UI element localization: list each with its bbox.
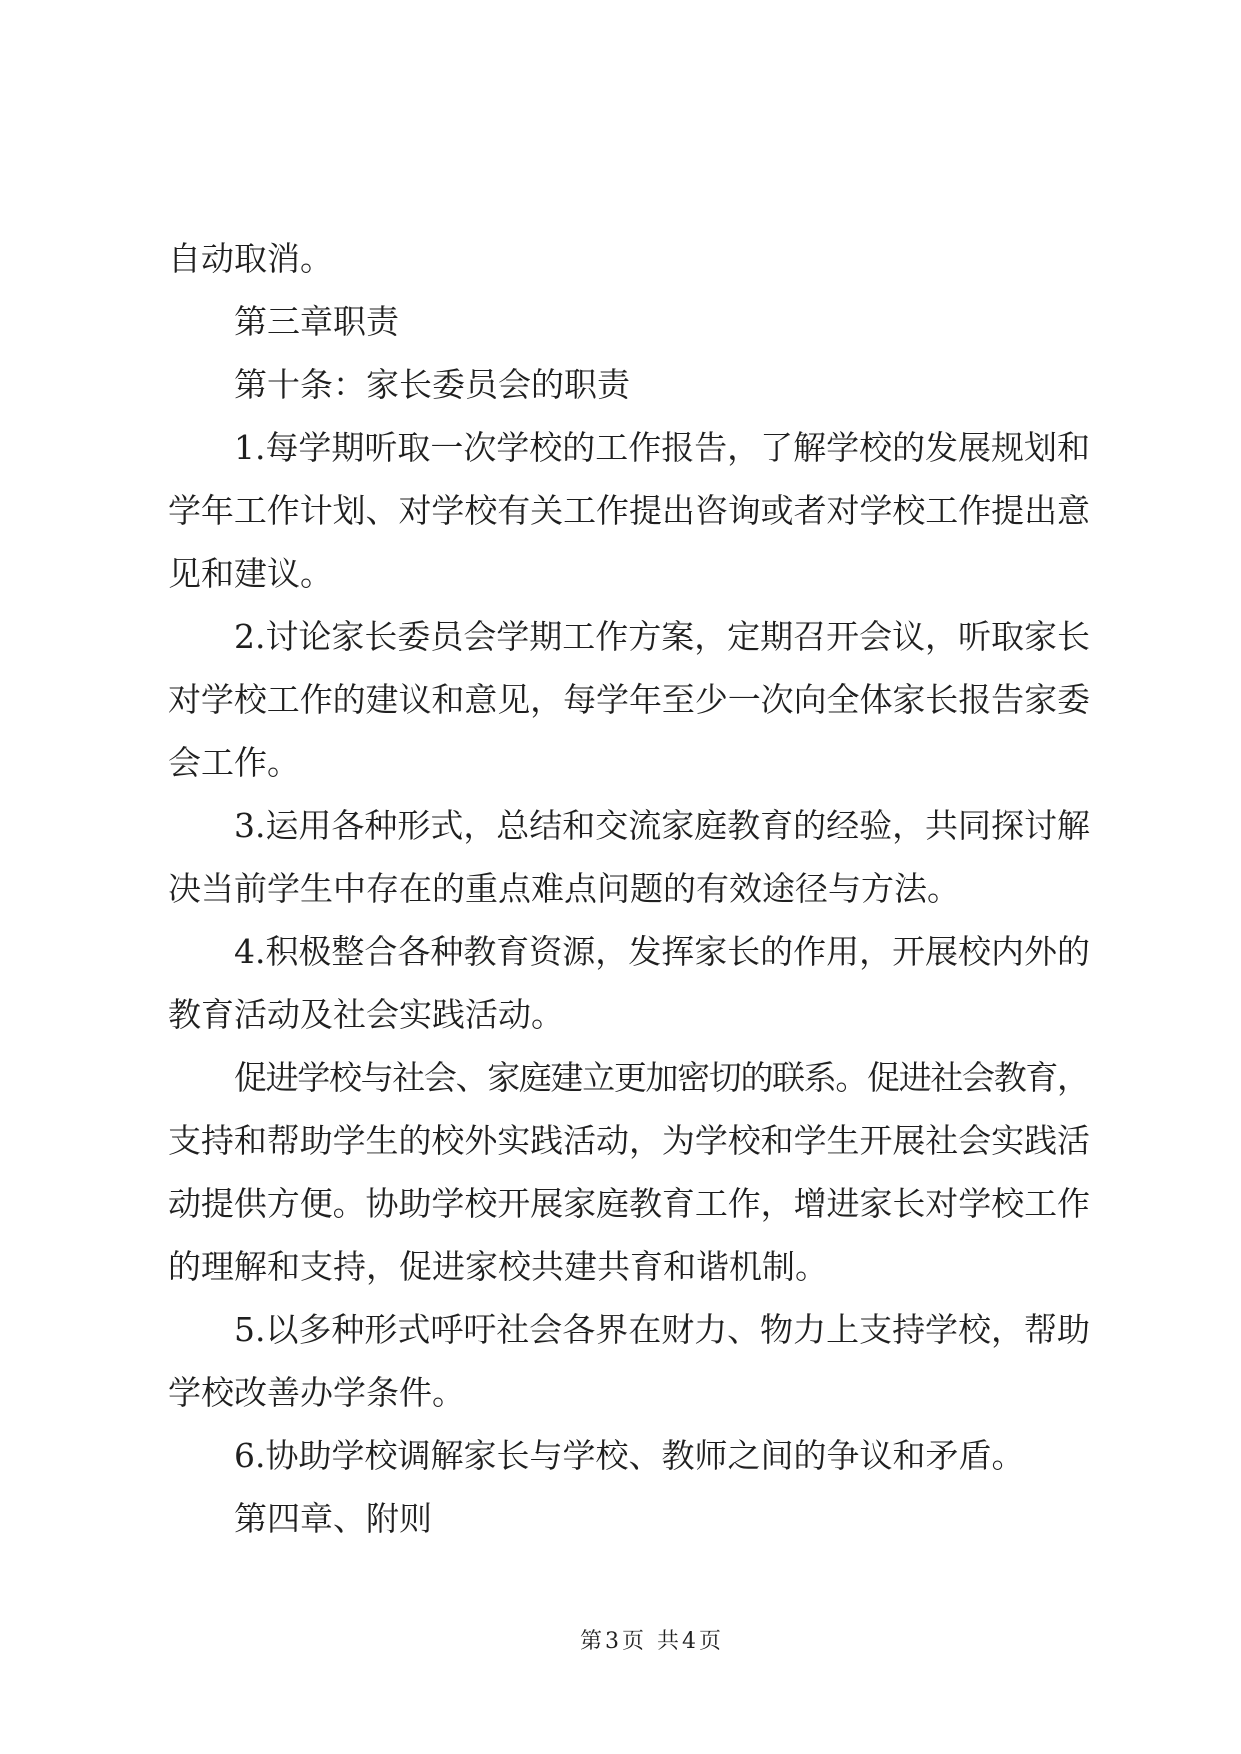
text-line: 5.以多种形式呼吁社会各界在财力、物力上支持学校，帮助 (234, 1310, 1090, 1349)
paragraph (168, 227, 1090, 290)
text-line: 第三章职责 (234, 302, 399, 341)
paragraph (168, 920, 1090, 1046)
text-line: 自动取消。 (168, 239, 333, 278)
text-line: 的理解和支持，促进家校共建共育和谐机制。 (168, 1247, 828, 1286)
text-line: 第十条：家长委员会的职责 (234, 365, 630, 404)
text-line: 学年工作计划、对学校有关工作提出咨询或者对学校工作提出意 (168, 491, 1090, 530)
text-line: 学校改善办学条件。 (168, 1373, 465, 1412)
text-line: 见和建议。 (168, 554, 333, 593)
text-line: 会工作。 (168, 743, 300, 782)
text-line: 6.协助学校调解家长与学校、教师之间的争议和矛盾。 (234, 1436, 1025, 1475)
text-line: 4.积极整合各种教育资源，发挥家长的作用，开展校内外的 (234, 932, 1090, 971)
text-line: 2.讨论家长委员会学期工作方案，定期召开会议，听取家长 (234, 617, 1090, 656)
chapter-heading (168, 290, 1090, 353)
paragraph (168, 1424, 1090, 1487)
text-line: 决当前学生中存在的重点难点问题的有效途径与方法。 (168, 869, 960, 908)
paragraph (168, 605, 1090, 794)
chapter-heading (168, 1487, 1090, 1550)
article-heading (168, 353, 1090, 416)
text-line: 动提供方便。协助学校开展家庭教育工作，增进家长对学校工作 (168, 1184, 1090, 1223)
text-line: 支持和帮助学生的校外实践活动，为学校和学生开展社会实践活 (168, 1121, 1090, 1160)
paragraph (168, 416, 1090, 605)
document-body (168, 227, 1090, 1550)
paragraph (168, 1046, 1090, 1298)
text-line: 3.运用各种形式，总结和交流家庭教育的经验，共同探讨解 (234, 806, 1090, 845)
text-line: 对学校工作的建议和意见，每学年至少一次向全体家长报告家委 (168, 680, 1090, 719)
text-line: 促进学校与社会、家庭建立更加密切的联系。促进社会教育， (234, 1058, 1089, 1097)
text-line: 教育活动及社会实践活动。 (168, 995, 564, 1034)
paragraph (168, 1298, 1090, 1424)
text-line: 第四章、附则 (234, 1499, 432, 1538)
paragraph (168, 794, 1090, 920)
page-number-footer: 第3页 共4页 (580, 1629, 724, 1654)
text-line: 1.每学期听取一次学校的工作报告，了解学校的发展规划和 (234, 428, 1090, 467)
